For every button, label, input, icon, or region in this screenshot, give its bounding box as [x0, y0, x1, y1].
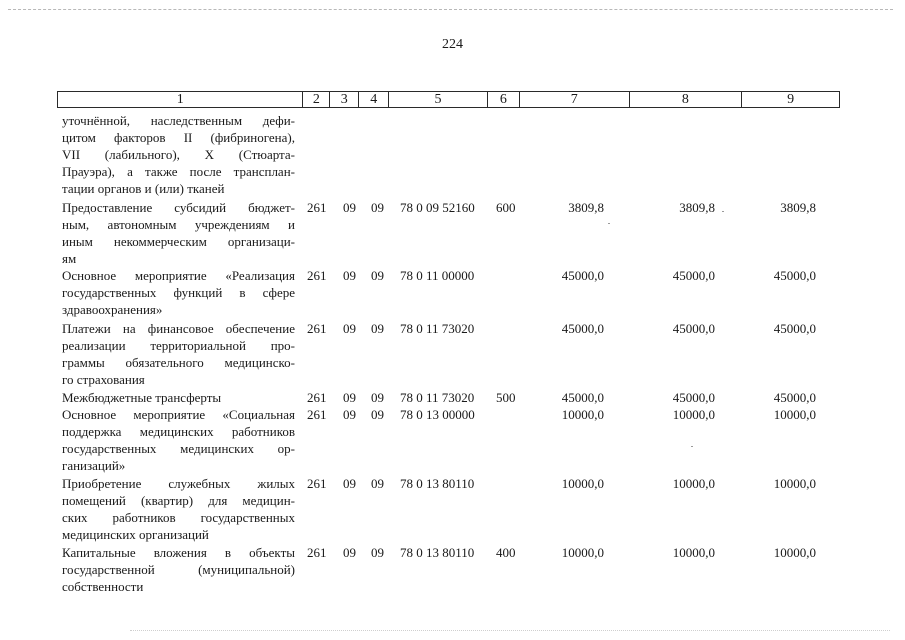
- scan-edge-bottom: [130, 630, 890, 631]
- section-code-cell: 09: [343, 545, 356, 560]
- amount-col-8-cell: 10000,0: [672, 476, 715, 491]
- row-name-line: тации органов и (или) тканей: [62, 181, 225, 196]
- subsection-code-cell: 09: [371, 200, 384, 215]
- amount-col-9-cell: 45000,0: [773, 321, 816, 336]
- amount-col-7-cell: 3809,8: [568, 200, 604, 215]
- amount-col-7-cell: 10000,0: [561, 476, 604, 491]
- table-header-row: [57, 91, 840, 108]
- amount-col-8-cell: 10000,0: [672, 407, 715, 422]
- row-name: [62, 475, 295, 543]
- header-col-8: 8: [630, 92, 743, 107]
- row-name: [62, 267, 295, 318]
- row-name-line: го страхования: [62, 372, 145, 387]
- section-code-cell: 09: [343, 390, 356, 405]
- section-code-cell: 09: [343, 476, 356, 491]
- section-code-cell: 09: [343, 321, 356, 336]
- admin-code-cell: 261: [307, 476, 327, 491]
- expense-type-cell: 600: [496, 200, 516, 215]
- row-name-line: медицинских организаций: [62, 527, 209, 542]
- amount-col-8-cell: 45000,0: [672, 321, 715, 336]
- subsection-code-cell: 09: [371, 476, 384, 491]
- section-code-cell: 09: [343, 268, 356, 283]
- row-name: [62, 320, 295, 388]
- header-col-9: 9: [787, 92, 795, 107]
- amount-col-7-cell: 10000,0: [561, 545, 604, 560]
- amount-col-9-cell: 10000,0: [773, 476, 816, 491]
- header-col-1: 1: [58, 92, 303, 107]
- amount-col-8-cell: 45000,0: [672, 390, 715, 405]
- subsection-code-cell: 09: [371, 390, 384, 405]
- row-name-line: Платежи на финансовое обеспечение: [62, 321, 295, 336]
- header-col-6: 6: [488, 92, 520, 107]
- row-name-line: ских работников государственных: [62, 510, 295, 525]
- row-name-line: государственных медицинских ор-: [62, 441, 295, 456]
- row-name-line: ным, автономным учреждениям и: [62, 217, 295, 232]
- subsection-code-cell: 09: [371, 407, 384, 422]
- row-name-line: Межбюджетные трансферты: [62, 390, 222, 405]
- row-name-line: Предоставление субсидий бюджет-: [62, 200, 295, 215]
- row-name-line: ганизаций»: [62, 458, 126, 473]
- row-name: [62, 199, 295, 267]
- row-name-line: Приобретение служебных жилых: [62, 476, 295, 491]
- amount-col-9-cell: 3809,8: [780, 200, 816, 215]
- subsection-code-cell: 09: [371, 268, 384, 283]
- row-name-line: Основное мероприятие «Социальная: [62, 407, 295, 422]
- row-name: [62, 112, 295, 197]
- amount-col-9-cell: 10000,0: [773, 545, 816, 560]
- amount-col-8-cell: 3809,8: [679, 200, 715, 215]
- row-name-line: Капитальные вложения в объекты: [62, 545, 295, 560]
- amount-col-9-cell: 10000,0: [773, 407, 816, 422]
- scan-edge-top: [8, 9, 893, 10]
- scan-speck: [722, 211, 724, 212]
- row-name-line: государственных функций в сфере: [62, 285, 295, 300]
- amount-col-7-cell: 10000,0: [561, 407, 604, 422]
- expense-type-cell: 400: [496, 545, 516, 560]
- row-name-line: государственной (муниципальной): [62, 562, 295, 577]
- header-col-4: 4: [359, 92, 389, 107]
- header-col-7: 7: [520, 92, 630, 107]
- row-name: [62, 544, 295, 595]
- scan-speck: [608, 223, 610, 224]
- target-article-cell: 78 0 11 73020: [400, 321, 475, 336]
- amount-col-9-cell: 45000,0: [773, 390, 816, 405]
- admin-code-cell: 261: [307, 321, 327, 336]
- scan-speck: [691, 446, 693, 447]
- amount-col-9-cell: 45000,0: [773, 268, 816, 283]
- target-article-cell: 78 0 13 80110: [400, 545, 475, 560]
- row-name-line: реализации территориальной про-: [62, 338, 295, 353]
- row-name-line: VII (лабильного), X (Стюарта-: [62, 147, 295, 162]
- row-name-line: здравоохранения»: [62, 302, 163, 317]
- section-code-cell: 09: [343, 200, 356, 215]
- amount-col-8-cell: 45000,0: [672, 268, 715, 283]
- row-name-line: цитом факторов II (фибриногена),: [62, 130, 295, 145]
- target-article-cell: 78 0 13 00000: [400, 407, 475, 422]
- amount-col-7-cell: 45000,0: [561, 321, 604, 336]
- row-name-line: граммы обязательного медицинско-: [62, 355, 295, 370]
- target-article-cell: 78 0 11 00000: [400, 268, 475, 283]
- row-name-line: иным некоммерческим организаци-: [62, 234, 295, 249]
- section-code-cell: 09: [343, 407, 356, 422]
- header-col-2: 2: [303, 92, 330, 107]
- admin-code-cell: 261: [307, 268, 327, 283]
- page-number: 224: [442, 37, 463, 52]
- row-name-line: собственности: [62, 579, 144, 594]
- header-col-5: 5: [389, 92, 488, 107]
- row-name-line: поддержка медицинских работников: [62, 424, 295, 439]
- row-name-line: Основное мероприятие «Реализация: [62, 268, 295, 283]
- amount-col-7-cell: 45000,0: [561, 390, 604, 405]
- row-name: [62, 389, 295, 406]
- expense-type-cell: 500: [496, 390, 516, 405]
- row-name-line: уточнённой, наследственным дефи-: [62, 113, 295, 128]
- target-article-cell: 78 0 13 80110: [400, 476, 475, 491]
- target-article-cell: 78 0 09 52160: [400, 200, 475, 215]
- admin-code-cell: 261: [307, 407, 327, 422]
- subsection-code-cell: 09: [371, 545, 384, 560]
- admin-code-cell: 261: [307, 390, 327, 405]
- amount-col-7-cell: 45000,0: [561, 268, 604, 283]
- row-name-line: помещений (квартир) для медицин-: [62, 493, 295, 508]
- row-name-line: ям: [62, 251, 77, 266]
- admin-code-cell: 261: [307, 200, 327, 215]
- admin-code-cell: 261: [307, 545, 327, 560]
- header-col-3: 3: [330, 92, 359, 107]
- subsection-code-cell: 09: [371, 321, 384, 336]
- target-article-cell: 78 0 11 73020: [400, 390, 475, 405]
- row-name-line: Прауэра), а также после трансплан-: [62, 164, 295, 179]
- amount-col-8-cell: 10000,0: [672, 545, 715, 560]
- row-name: [62, 406, 295, 474]
